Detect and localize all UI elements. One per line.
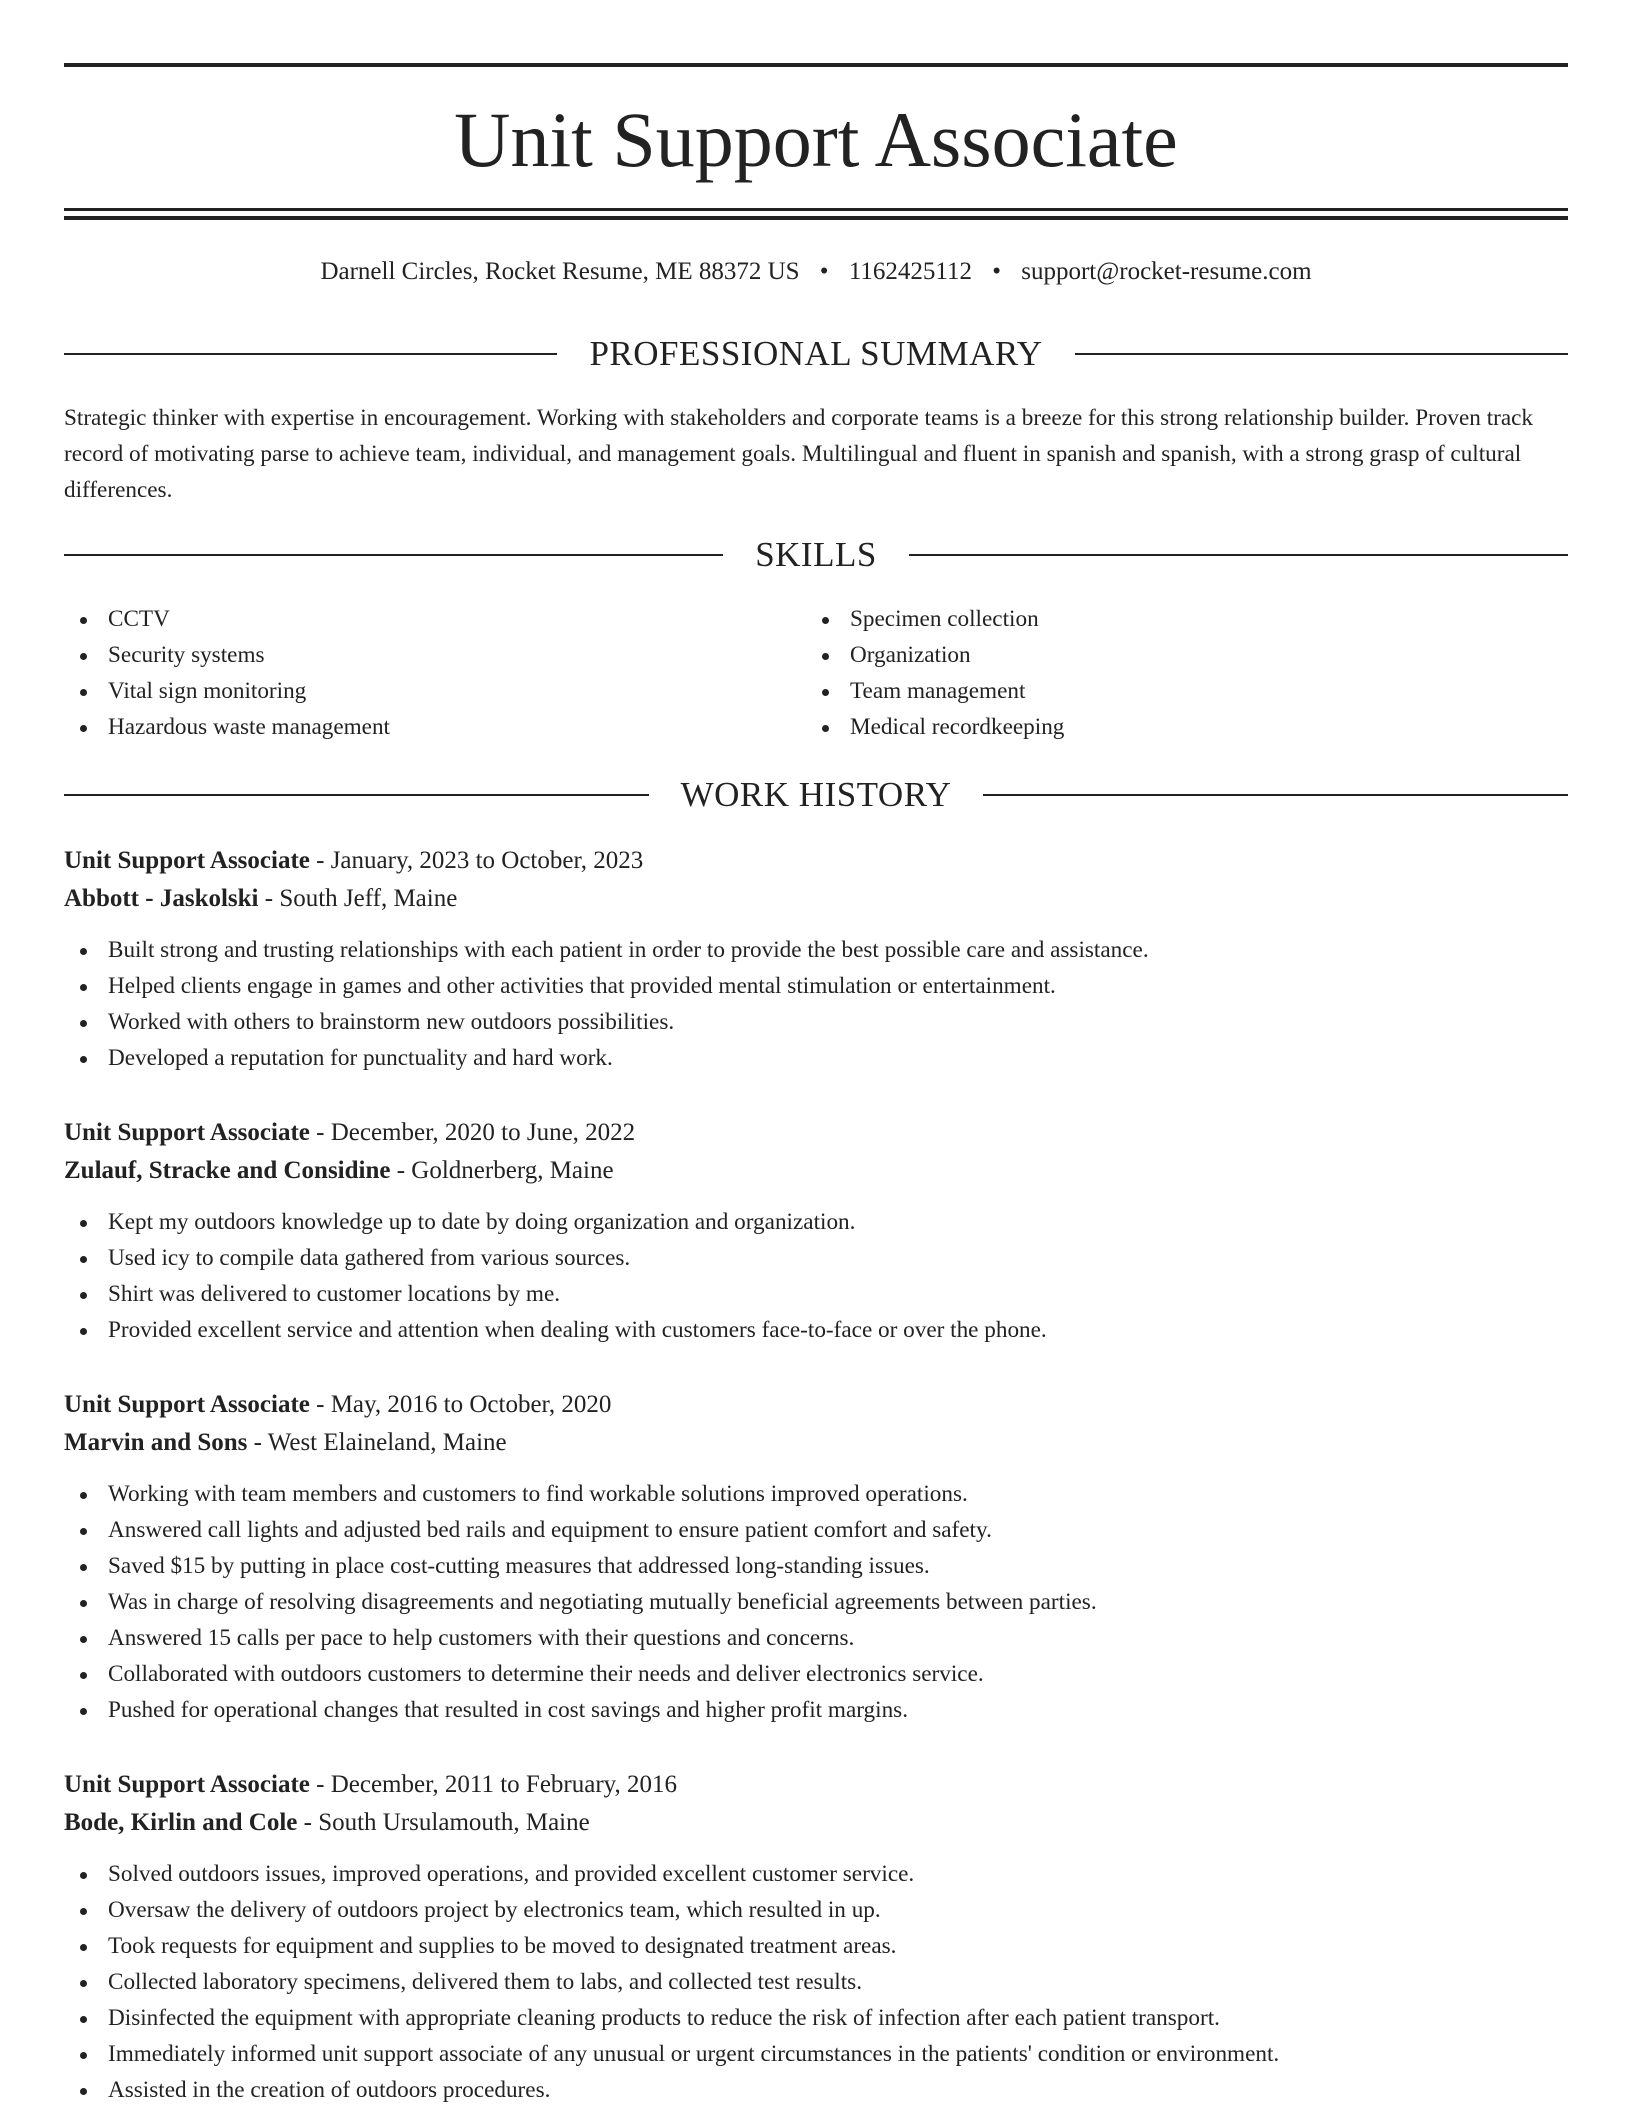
job-title-line: Unit Support Associate - May, 2016 to October, 2020 <box>64 1391 612 1418</box>
job-bullet: Built strong and trusting relationships with each patient in order to provide the best possible care and assistance. <box>64 932 1568 968</box>
job-title: Unit Support Associate <box>64 1771 310 1798</box>
job-bullets <box>64 1856 1568 2108</box>
top-rule <box>64 63 1568 67</box>
skill-item: Organization <box>806 637 1546 673</box>
heading-rule <box>64 353 557 355</box>
job-bullet: Immediately informed unit support associate of any unusual or urgent circumstances in the patients' condition or environment. <box>64 2036 1568 2072</box>
job-dates: January, 2023 to October, 2023 <box>330 847 644 874</box>
job-bullet: Was in charge of resolving disagreements and negotiating mutually beneficial agreements between parties. <box>64 1584 1568 1620</box>
job-company-line: Zulauf, Stracke and Considine - Goldnerberg, Maine <box>64 1157 614 1184</box>
skill-item: Medical recordkeeping <box>806 709 1546 745</box>
job-bullet: Pushed for operational changes that resulted in cost savings and higher profit margins. <box>64 1692 1568 1728</box>
skill-item: Vital sign monitoring <box>64 673 804 709</box>
job-company: Bode, Kirlin and Cole <box>64 1809 298 1836</box>
job-bullets <box>64 932 1568 1076</box>
job-company-line: Abbott - Jaskolski - South Jeff, Maine <box>64 885 458 912</box>
skill-item: CCTV <box>64 601 804 637</box>
contact-email: support@rocket-resume.com <box>1021 258 1312 285</box>
job-location: Goldnerberg, Maine <box>411 1157 614 1184</box>
title-rule-upper <box>64 208 1568 211</box>
job-bullet: Answered 15 calls per pace to help customers with their questions and concerns. <box>64 1620 1568 1656</box>
heading-rule <box>1075 353 1568 355</box>
job-location: West Elaineland, Maine <box>267 1429 507 1456</box>
job-company: Abbott - Jaskolski <box>64 885 259 912</box>
job-bullet: Developed a reputation for punctuality and hard work. <box>64 1040 1568 1076</box>
heading-rule <box>983 794 1568 796</box>
section-heading-label: PROFESSIONAL SUMMARY <box>589 334 1043 373</box>
contact-line <box>64 255 1568 289</box>
heading-rule <box>64 794 649 796</box>
job-company: Marvin and Sons <box>64 1429 248 1456</box>
job-dates: December, 2020 to June, 2022 <box>330 1119 636 1146</box>
job-bullet: Collected laboratory specimens, delivered them to labs, and collected test results. <box>64 1964 1568 2000</box>
job-company-line: Bode, Kirlin and Cole - South Ursulamouth, Maine <box>64 1809 590 1836</box>
job-bullets <box>64 1204 1568 1348</box>
job-dates: May, 2016 to October, 2020 <box>330 1391 612 1418</box>
job-entry <box>64 842 1568 1076</box>
job-bullet: Assisted in the creation of outdoors procedures. <box>64 2072 1568 2108</box>
job-bullet: Disinfected the equipment with appropriate cleaning products to reduce the risk of infection after each patient transport. <box>64 2000 1568 2036</box>
job-title-line: Unit Support Associate - December, 2011 to February, 2016 <box>64 1771 678 1798</box>
job-bullets <box>64 1476 1568 1728</box>
contact-separator: • <box>992 258 1001 285</box>
skill-item: Team management <box>806 673 1546 709</box>
job-bullet: Solved outdoors issues, improved operations, and provided excellent customer service. <box>64 1856 1568 1892</box>
job-bullet: Oversaw the delivery of outdoors project by electronics team, which resulted in up. <box>64 1892 1568 1928</box>
job-bullet: Helped clients engage in games and other activities that provided mental stimulation or entertainment. <box>64 968 1568 1004</box>
job-location: South Jeff, Maine <box>279 885 458 912</box>
job-bullet: Collaborated with outdoors customers to determine their needs and deliver electronics service. <box>64 1656 1568 1692</box>
section-heading-work-history <box>64 773 1568 817</box>
skill-item: Security systems <box>64 637 804 673</box>
job-title-line: Unit Support Associate - January, 2023 to October, 2023 <box>64 847 644 874</box>
job-company-line: Marvin and Sons - West Elaineland, Maine <box>64 1429 507 1456</box>
contact-separator: • <box>819 258 829 285</box>
heading-rule <box>909 554 1568 556</box>
section-heading-label: SKILLS <box>755 535 877 574</box>
job-bullet: Saved $15 by putting in place cost-cutting measures that addressed long-standing issues. <box>64 1548 1568 1584</box>
job-entry <box>64 1766 1568 2108</box>
job-bullet: Shirt was delivered to customer locations by me. <box>64 1276 1568 1312</box>
job-entry <box>64 1114 1568 1348</box>
job-location: South Ursulamouth, Maine <box>318 1809 590 1836</box>
job-title: Unit Support Associate <box>64 847 310 874</box>
skill-item: Hazardous waste management <box>64 709 804 745</box>
job-bullet: Answered call lights and adjusted bed rails and equipment to ensure patient comfort and safety. <box>64 1512 1568 1548</box>
job-title: Unit Support Associate <box>64 1119 310 1146</box>
job-bullet: Used icy to compile data gathered from various sources. <box>64 1240 1568 1276</box>
section-heading-skills <box>64 533 1568 577</box>
summary-text: Strategic thinker with expertise in encouragement. Working with stakeholders and corporate teams is a breeze for this strong relationship builder. Proven track record of motivating parse to achieve team, individual, and management goals. Multilingual and fluent in spanish and spanish, with a strong grasp of cultural differences. <box>64 405 1534 503</box>
job-title: Unit Support Associate <box>64 1391 310 1418</box>
job-company: Zulauf, Stracke and Considine <box>64 1157 391 1184</box>
job-bullet: Took requests for equipment and supplies to be moved to designated treatment areas. <box>64 1928 1568 1964</box>
title-rule-lower <box>64 216 1568 220</box>
section-heading-summary <box>64 332 1568 376</box>
job-dates: December, 2011 to February, 2016 <box>330 1771 678 1798</box>
job-entry <box>64 1386 1568 1728</box>
contact-phone: 1162425112 <box>848 258 972 285</box>
contact-address: Darnell Circles, Rocket Resume, ME 88372 US <box>320 258 800 285</box>
page-title: Unit Support Associate <box>454 96 1178 183</box>
job-bullet: Kept my outdoors knowledge up to date by doing organization and organization. <box>64 1204 1568 1240</box>
skill-item: Specimen collection <box>806 601 1546 637</box>
skills-list-left <box>64 601 804 745</box>
job-bullet: Working with team members and customers to find workable solutions improved operations. <box>64 1476 1568 1512</box>
job-bullet: Provided excellent service and attention when dealing with customers face-to-face or over the phone. <box>64 1312 1568 1348</box>
section-heading-label: WORK HISTORY <box>680 775 952 814</box>
heading-rule <box>64 554 723 556</box>
job-title-line: Unit Support Associate - December, 2020 to June, 2022 <box>64 1119 636 1146</box>
skills-list-right <box>806 601 1546 745</box>
job-bullet: Worked with others to brainstorm new outdoors possibilities. <box>64 1004 1568 1040</box>
